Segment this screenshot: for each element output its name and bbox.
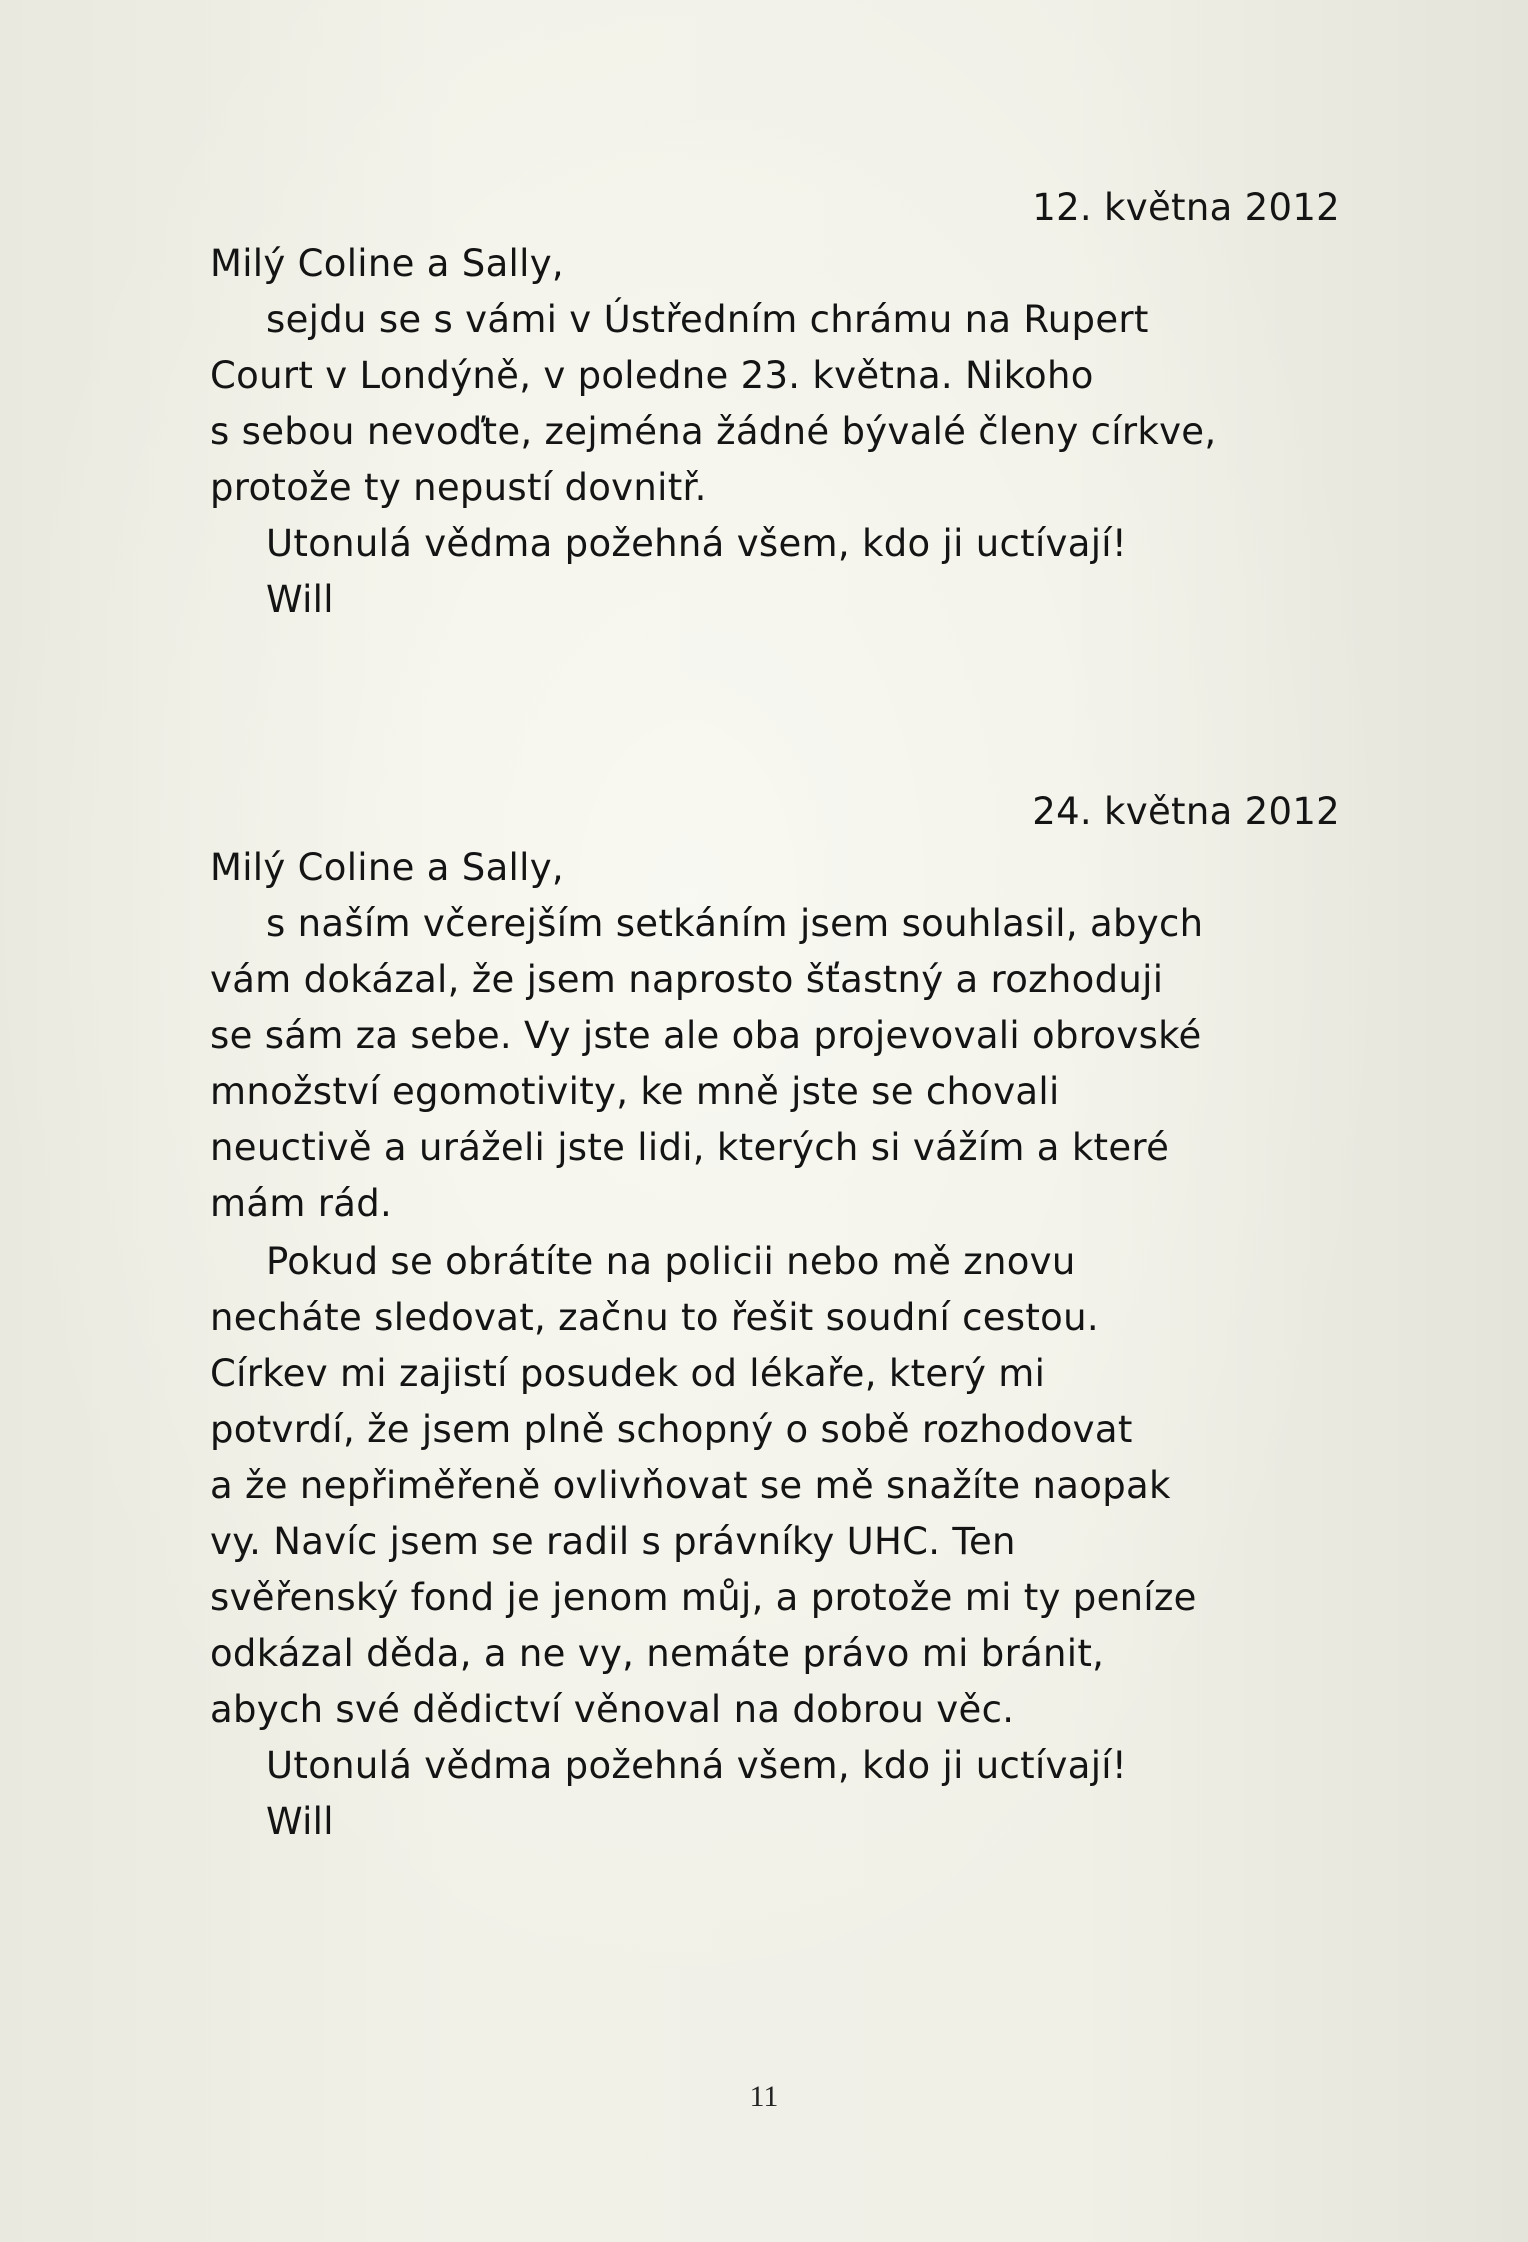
letter-date: 12. května 2012 — [1032, 186, 1340, 229]
letter-line: sejdu se s vámi v Ústředním chrámu na Rupert — [266, 298, 1149, 341]
letter-line: necháte sledovat, začnu to řešit soudní cestou. — [210, 1296, 1099, 1339]
page-number: 11 — [749, 2080, 779, 2113]
letter-line: svěřenský fond je jenom můj, a protože mi ty peníze — [210, 1576, 1197, 1619]
letter-line: a že nepřiměřeně ovlivňovat se mě snažíte naopak — [210, 1464, 1171, 1507]
letter-line: Pokud se obrátíte na policii nebo mě znovu — [266, 1240, 1076, 1283]
letter-greeting: Milý Coline a Sally, — [210, 846, 564, 889]
letter-line: protože ty nepustí dovnitř. — [210, 466, 707, 509]
letter-line: Court v Londýně, v poledne 23. května. Nikoho — [210, 354, 1094, 397]
letter-line: neuctivě a uráželi jste lidi, kterých si vážím a které — [210, 1126, 1170, 1169]
letter-line: potvrdí, že jsem plně schopný o sobě rozhodovat — [210, 1408, 1133, 1451]
letter-2 — [210, 792, 1340, 1852]
letter-line: Církev mi zajistí posudek od lékaře, který mi — [210, 1352, 1046, 1395]
letter-blessing: Utonulá vědma požehná všem, kdo ji uctívají! — [266, 522, 1127, 565]
letter-line: s sebou nevoďte, zejména žádné bývalé členy církve, — [210, 410, 1217, 453]
letter-line: vám dokázal, že jsem naprosto šťastný a rozhoduji — [210, 958, 1164, 1001]
letter-line: s naším včerejším setkáním jsem souhlasil, abych — [266, 902, 1204, 945]
letter-date: 24. května 2012 — [1032, 790, 1340, 833]
letter-line: množství egomotivity, ke mně jste se chovali — [210, 1070, 1060, 1113]
letter-blessing: Utonulá vědma požehná všem, kdo ji uctívají! — [266, 1744, 1127, 1787]
letter-line: abych své dědictví věnoval na dobrou věc. — [210, 1688, 1015, 1731]
letter-line: se sám za sebe. Vy jste ale oba projevovali obrovské — [210, 1014, 1202, 1057]
letter-1 — [210, 188, 1340, 628]
letter-signature: Will — [266, 578, 334, 621]
letter-signature: Will — [266, 1800, 334, 1843]
letter-greeting: Milý Coline a Sally, — [210, 242, 564, 285]
letter-line: mám rád. — [210, 1182, 393, 1225]
letter-line: odkázal děda, a ne vy, nemáte právo mi bránit, — [210, 1632, 1105, 1675]
letter-line: vy. Navíc jsem se radil s právníky UHC. Ten — [210, 1520, 1016, 1563]
